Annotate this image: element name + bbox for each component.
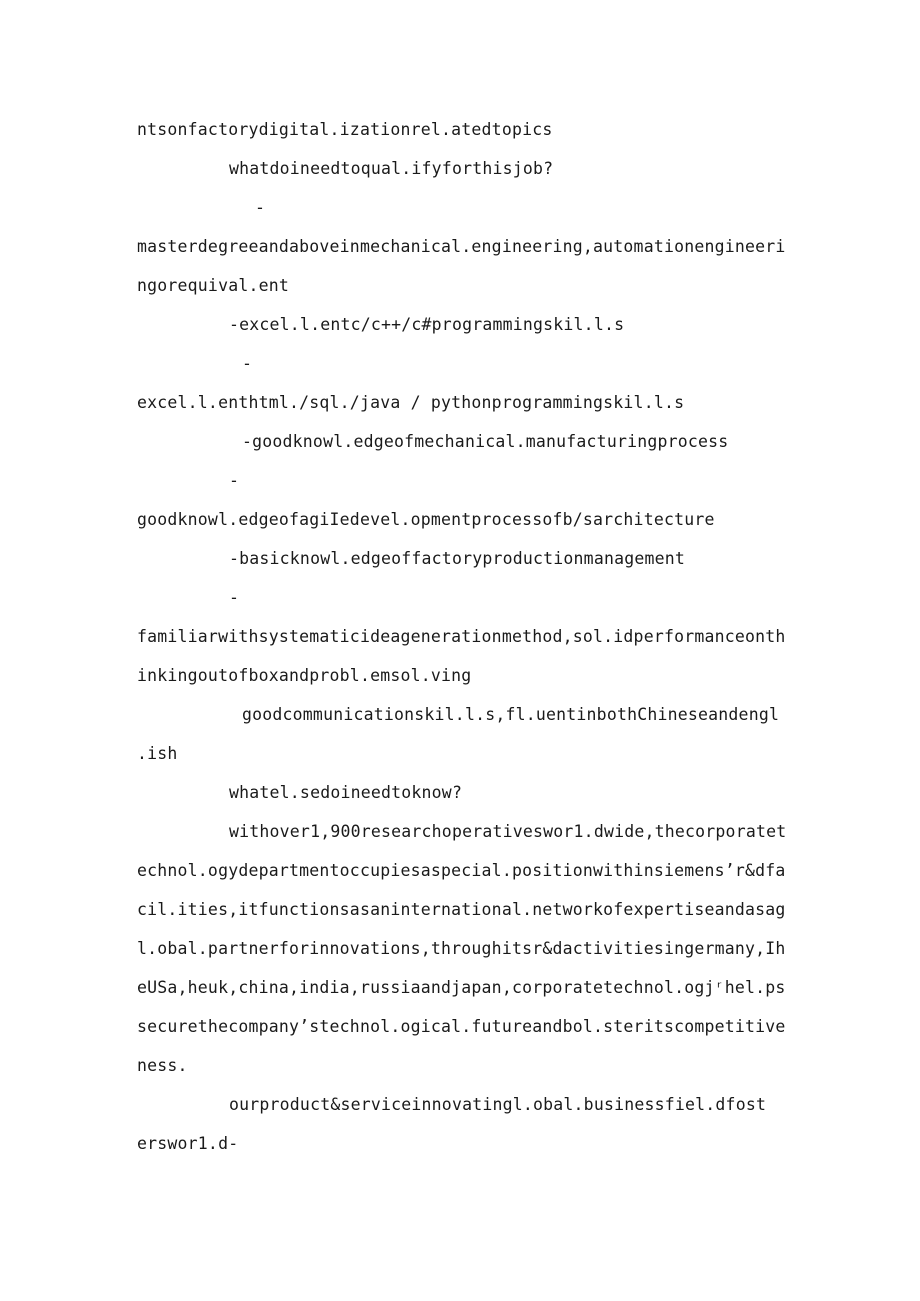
paragraph-line: eUSa,heuk,china,india,russiaandjapan,corporatetechnol.ogjʳhel.ps [137, 978, 786, 997]
paragraph-line: echnol.ogydepartmentoccupiesaspecial.positionwithinsiemens’r&dfa [137, 861, 786, 880]
paragraph-line: securethecompany’stechnol.ogical.futureandbol.steritscompetitive [137, 1017, 786, 1036]
text-line: goodcommunicationskil.l.s,fl.uentinbothChineseandengl [242, 705, 780, 724]
text-line: .ish [137, 744, 178, 763]
paragraph-line: cil.ities,itfunctionsasaninternational.networkofexpertiseandasag [137, 900, 786, 919]
bullet-item: -basicknowl.edgeoffactoryproductionmanagement [229, 549, 686, 568]
bullet-dash: - [229, 588, 240, 607]
text-line: ntsonfactorydigital.izationrel.atedtopics [137, 120, 553, 139]
bullet-dash: - [255, 198, 266, 217]
section-heading-know: whatel.sedoineedtoknow? [229, 783, 463, 802]
paragraph-line: ourproduct&serviceinnovatingl.obal.businessfiel.dfost [229, 1095, 767, 1114]
bullet-item: -goodknowl.edgeofmechanical.manufacturingprocess [242, 432, 729, 451]
section-heading-qualifications: whatdoineedtoqual.ifyforthisjob? [229, 159, 554, 178]
text-line: familiarwithsystematicideagenerationmethod,sol.idperformanceonth [137, 627, 786, 646]
text-line: inkingoutofboxandprobl.emsol.ving [137, 666, 472, 685]
bullet-dash: - [242, 354, 253, 373]
text-line: masterdegreeandaboveinmechanical.engineering,automationengineeri [137, 237, 786, 256]
text-line: goodknowl.edgeofagiIedevel.opmentprocessofb/sarchitecture [137, 510, 715, 529]
paragraph-line: withover1,900researchoperativeswor1.dwide,thecorporatet [229, 822, 787, 841]
text-line: ngorequival.ent [137, 276, 290, 295]
text-line: excel.l.enthtml./sql./java / pythonprogrammingskil.l.s [137, 393, 685, 412]
document-body [137, 110, 787, 1163]
bullet-dash: - [229, 471, 240, 490]
paragraph-line: l.obal.partnerforinnovations,throughitsr&dactivitiesingermany,Ih [137, 939, 786, 958]
paragraph-line: ness. [137, 1056, 188, 1075]
paragraph-line: erswor1.d- [137, 1134, 239, 1153]
bullet-item: -excel.l.entc/c++/c#programmingskil.l.s [229, 315, 625, 334]
